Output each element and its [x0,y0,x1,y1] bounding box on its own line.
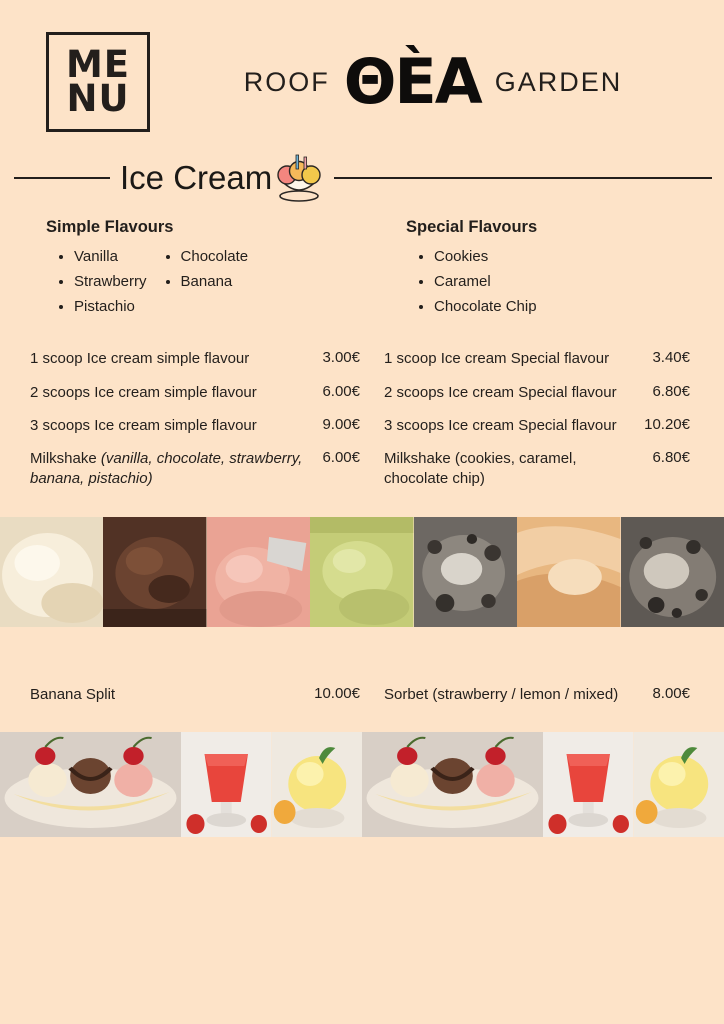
menu-logo-line-2: NU [66,77,130,120]
price-amount: 6.80€ [652,382,690,400]
strawberry-scoop-photo [207,517,310,627]
banana-split-photo-2 [362,732,543,837]
price-amount: 9.00€ [322,415,360,433]
cookies-cream-photo [414,517,517,627]
price-label: Banana Split [30,685,116,703]
sundae-icon [268,153,330,203]
chocolate-chip-photo [621,517,724,627]
price-amount: 10.20€ [644,415,690,433]
list-item: • Vanilla [74,245,147,270]
price-row [384,685,690,705]
lemon-sorbet-photo [272,732,363,837]
flavours-section [0,218,724,319]
rule-right [334,177,712,179]
price-label: 2 scoops Ice cream simple flavour [30,383,257,401]
milkshake-word: Milkshake [30,450,101,467]
price-row [384,383,690,403]
strawberry-sorbet-photo [181,732,272,837]
simple-flavours-list-1 [46,245,147,319]
special-flavours-column [358,218,670,319]
strawberry-sorbet-photo-2 [543,732,634,837]
sorbet-column [360,685,690,718]
banana-split-column [30,685,360,718]
price-label: 3 scoops Ice cream simple flavour [30,416,257,434]
list-item: • Chocolate [181,245,249,270]
price-label: 3 scoops Ice cream Special flavour [384,416,617,434]
vanilla-scoop-photo [0,517,103,627]
price-label: 2 scoops Ice cream Special flavour [384,383,617,401]
restaurant-title [142,45,724,118]
list-item: • Cookies [434,245,670,270]
rule-left [14,177,110,179]
specials-price-section [0,685,724,718]
price-amount: 6.00€ [322,449,360,466]
price-amount: 10.00€ [314,684,360,702]
ice-cream-photo-strip [0,517,724,627]
list-item: • Chocolate Chip [434,295,670,320]
banana-split-photo [0,732,181,837]
special-price-column [360,349,690,502]
pistachio-scoop-photo [310,517,413,627]
price-label: Sorbet (strawberry / lemon / mixed) [384,685,619,703]
title-word-garden: GARDEN [494,66,623,97]
price-row [384,416,690,436]
price-amount: 6.00€ [322,382,360,400]
special-flavours-list [406,245,670,319]
price-amount: 8.00€ [652,684,690,702]
price-amount: 6.80€ [652,449,690,466]
price-row [30,383,360,403]
price-label: 1 scoop Ice cream simple flavour [30,350,250,368]
price-row [30,349,360,369]
title-brand: ΘÈA [343,45,481,118]
page-title: Ice Cream [120,159,273,196]
price-row-milkshake [30,449,360,490]
price-row-milkshake [384,449,690,490]
lemon-sorbet-photo-2 [634,732,724,837]
chocolate-scoop-photo [103,517,206,627]
simple-flavours-heading: Simple Flavours [46,218,174,236]
milkshake-flavours: (vanilla, chocolate, strawberry, banana, pistachio) [30,450,303,488]
section-header [14,150,712,206]
list-item: • Pistachio [74,295,147,320]
dessert-photo-strip [0,732,724,837]
simple-price-column [30,349,360,502]
price-amount: 3.00€ [322,349,360,367]
price-list-section [0,349,724,502]
caramel-swirl-photo [517,517,620,627]
menu-header [0,0,724,140]
list-item: • Strawberry [74,270,147,295]
simple-flavours-column [46,218,358,319]
price-row [30,685,360,705]
special-flavours-heading: Special Flavours [406,218,538,236]
simple-flavours-list-2 [147,245,249,319]
price-label: 1 scoop Ice cream Special flavour [384,350,610,368]
menu-logo-line-1: ME [65,42,131,86]
list-item: • Banana [181,270,249,295]
price-row [384,349,690,369]
price-label: Milkshake (cookies, caramel, chocolate chip) [384,450,577,488]
price-label [30,449,322,490]
price-row [30,416,360,436]
menu-logo-box [46,32,150,132]
price-amount: 3.40€ [652,349,690,367]
title-word-roof: ROOF [243,66,330,97]
list-item: • Caramel [434,270,670,295]
